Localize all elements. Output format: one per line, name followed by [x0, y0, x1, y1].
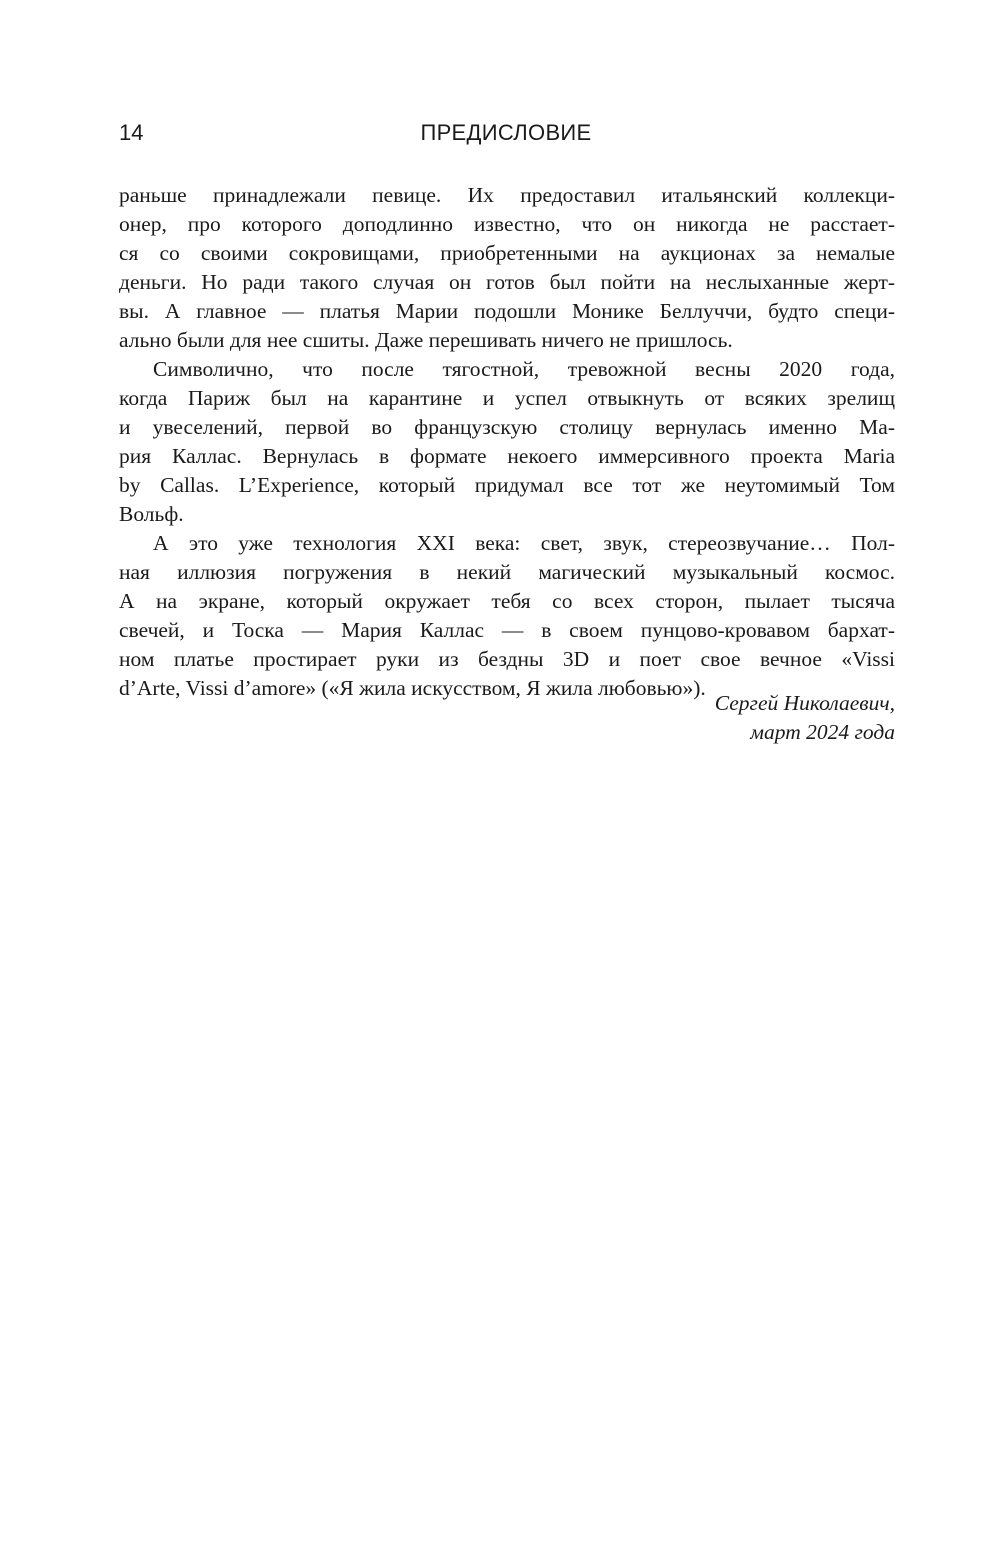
running-title: ПРЕДИСЛОВИЕ: [420, 120, 592, 145]
text-line: ном платье простирает руки из бездны 3D и поет свое вечное «Vissi: [119, 647, 895, 671]
text-line: ально были для нее сшиты. Даже перешивать ничего не пришлось.: [119, 328, 733, 352]
text-line: by Callas. L’Experience, который придумал все тот же неутомимый Том: [119, 473, 895, 497]
text-line: когда Париж был на карантине и успел отвыкнуть от всяких зрелищ: [119, 386, 895, 410]
text-line: Символично, что после тягостной, тревожной весны 2020 года,: [153, 357, 895, 381]
paragraph-2: [119, 355, 895, 529]
signature-author: Сергей Николаевич,: [714, 691, 895, 715]
paragraph-3: [119, 529, 895, 703]
body-text: [119, 181, 895, 703]
text-line: деньги. Но ради такого случая он готов был пойти на неслыханные жерт-: [119, 270, 895, 294]
text-line: А это уже технология XXI века: свет, звук, стереозвучание… Пол-: [153, 531, 895, 555]
text-line: вы. А главное — платья Марии подошли Монике Беллуччи, будто специ-: [119, 299, 895, 323]
text-line: ся со своими сокровищами, приобретенными на аукционах за немалые: [119, 241, 895, 265]
signature: [715, 689, 895, 747]
text-line: свечей, и Тоска — Мария Каллас — в своем пунцово-кровавом бархат-: [119, 618, 895, 642]
text-line: и увеселений, первой во французскую столицу вернулась именно Ма-: [119, 415, 895, 439]
text-line: ная иллюзия погружения в некий магический музыкальный космос.: [119, 560, 895, 584]
paragraph-1: [119, 181, 895, 355]
text-line: Вольф.: [119, 502, 184, 526]
text-line: рия Каллас. Вернулась в формате некоего иммерсивного проекта Maria: [119, 444, 895, 468]
text-line: раньше принадлежали певице. Их предоставил итальянский коллекци-: [119, 183, 895, 207]
page-number: 14: [119, 120, 144, 145]
text-line: d’Arte, Vissi d’amore» («Я жила искусством, Я жила любовью»).: [119, 676, 706, 700]
text-line: онер, про которого доподлинно известно, что он никогда не расстает-: [119, 212, 895, 236]
signature-date: март 2024 года: [750, 720, 895, 744]
text-line: А на экране, который окружает тебя со всех сторон, пылает тысяча: [119, 589, 895, 613]
